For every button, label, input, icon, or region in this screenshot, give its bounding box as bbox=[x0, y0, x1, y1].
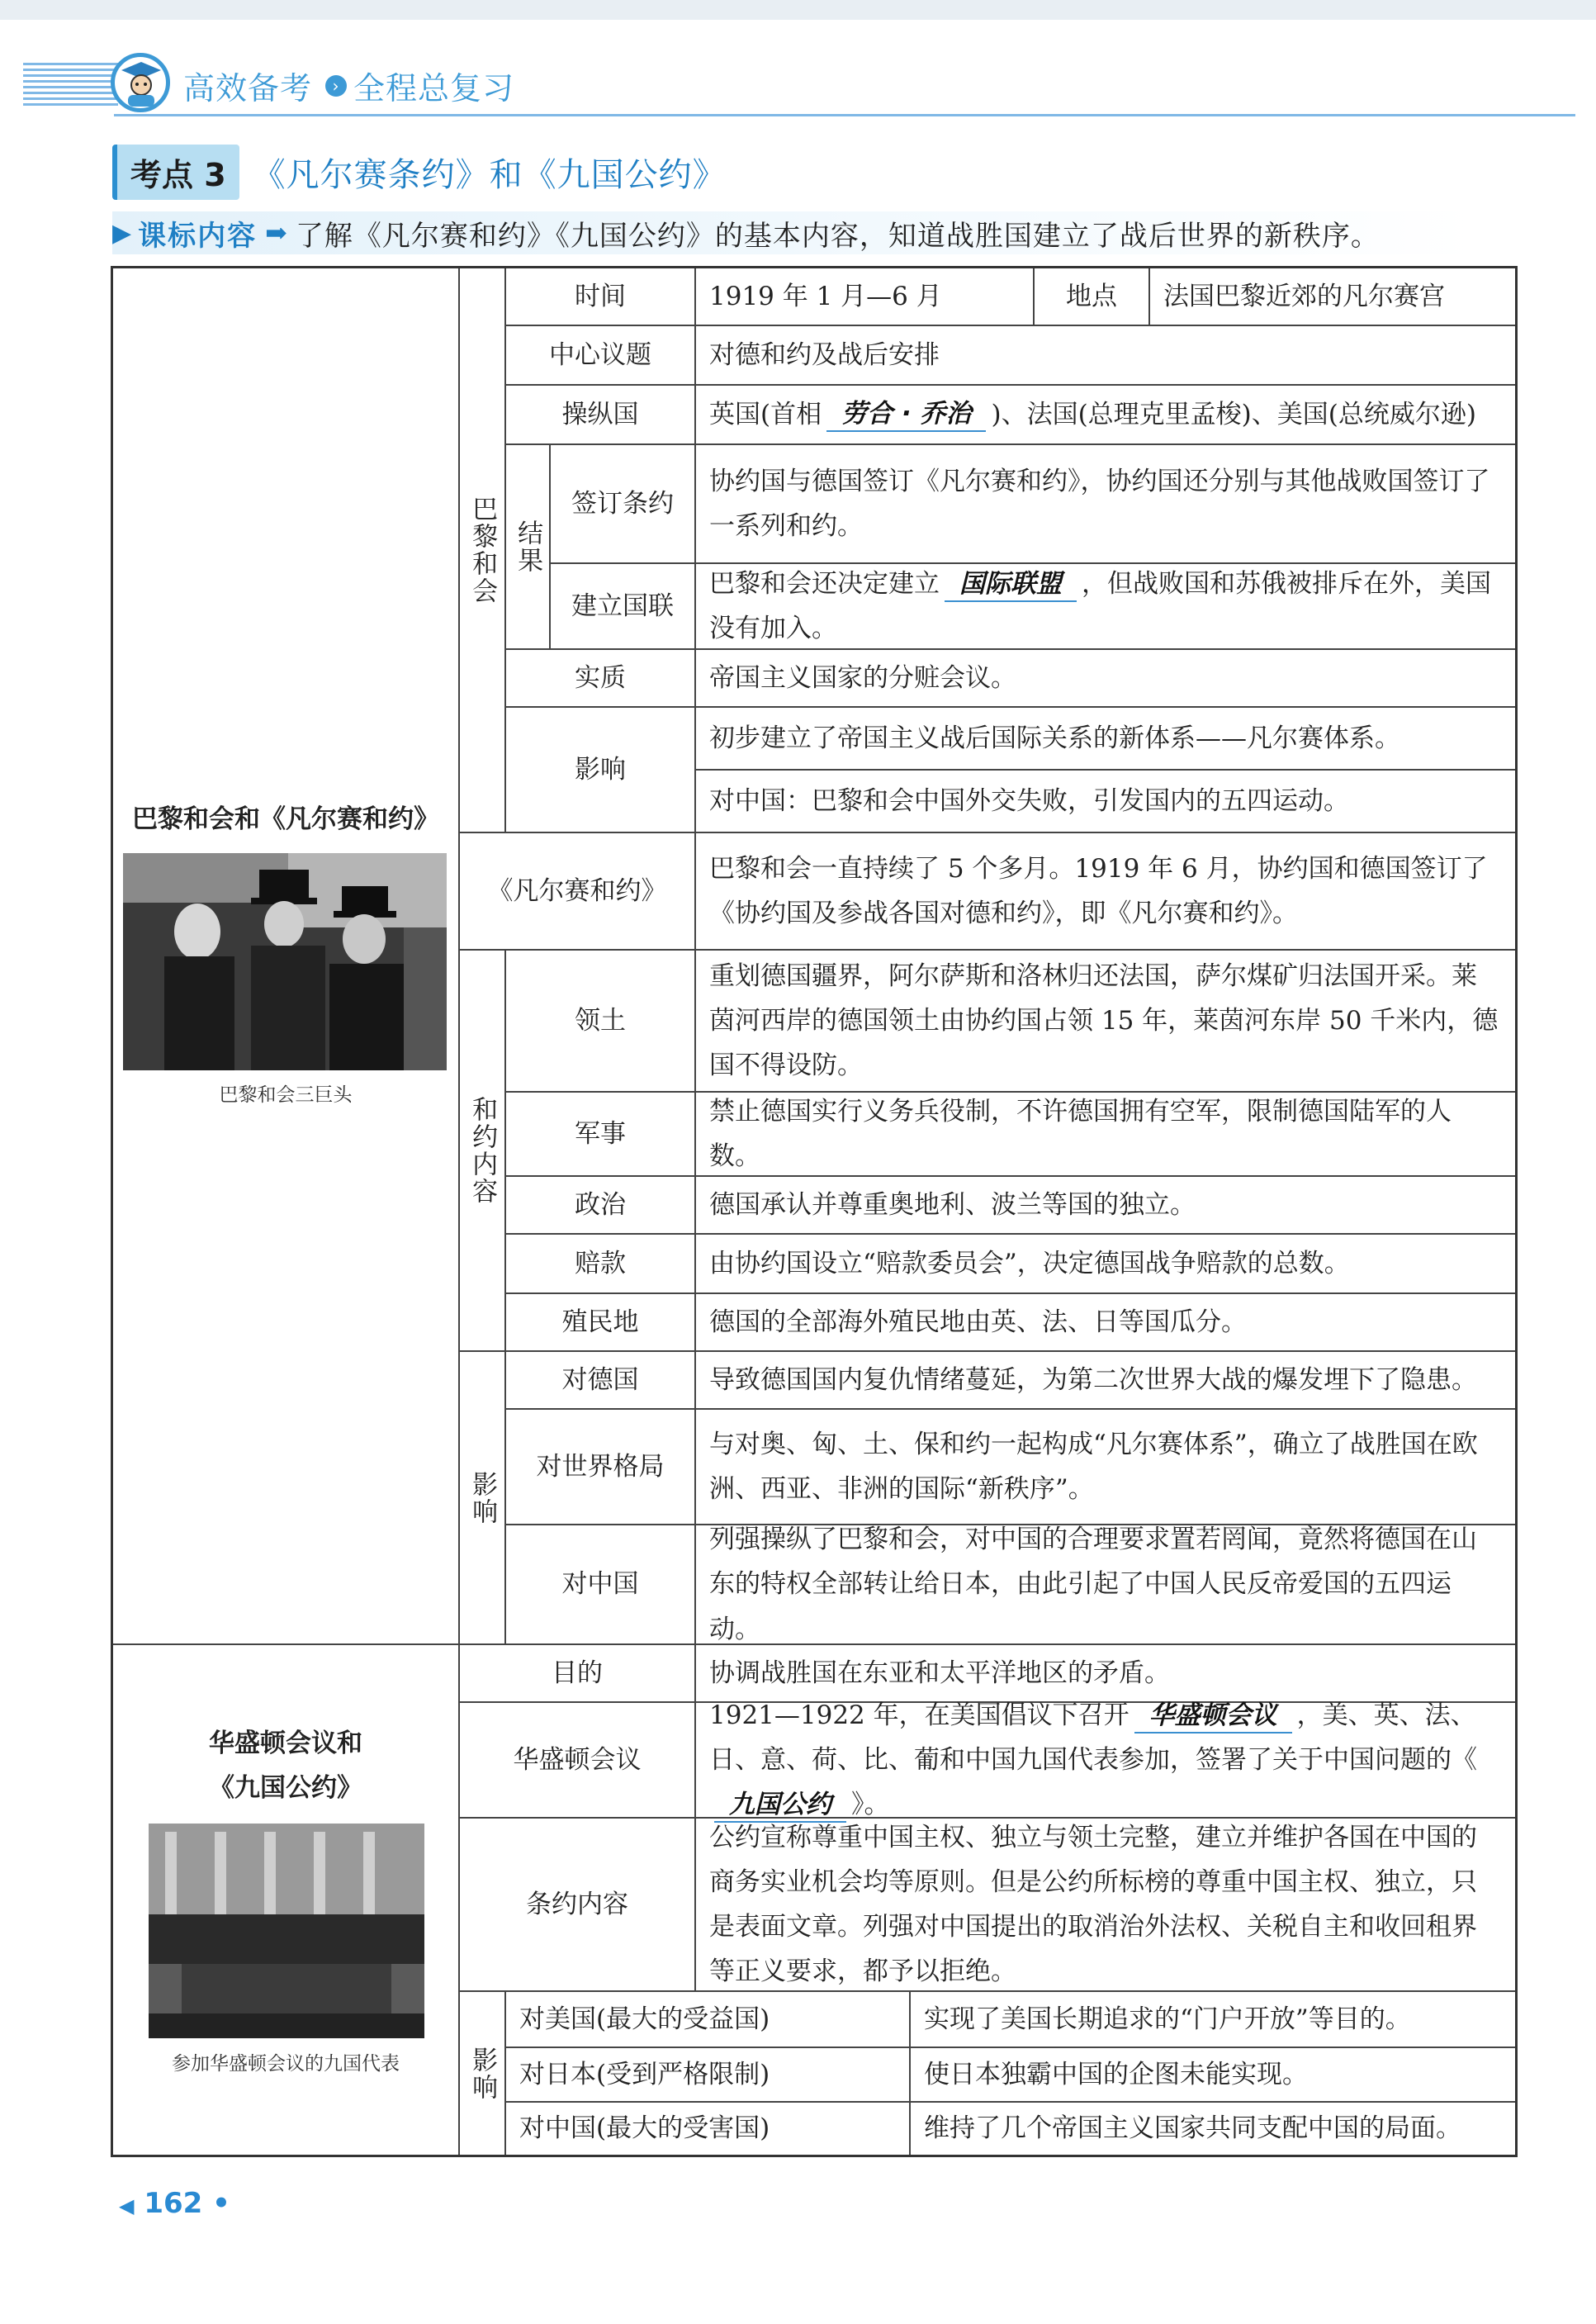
brand-left: 高效备考 bbox=[183, 70, 313, 107]
treaty-value: 巴黎和会一直持续了 5 个多月。1919 年 6 月，协约国和德国签订了《协约国及参战各国对德和约》，即《凡尔赛和约》。 bbox=[696, 833, 1515, 951]
japan-value: 使日本独霸中国的企图未能实现。 bbox=[911, 2048, 1515, 2103]
reparations-value: 由协约国设立“赔款委员会”，决定德国战争赔款的总数。 bbox=[696, 1235, 1515, 1294]
germany-value: 导致德国国内复仇情绪蔓延，为第二次世界大战的爆发埋下了隐患。 bbox=[696, 1352, 1515, 1410]
military-value: 禁止德国实行义务兵役制，不许德国拥有空军，限制德国陆军的人数。 bbox=[696, 1093, 1515, 1177]
student-logo-icon bbox=[111, 53, 170, 112]
politics-value: 德国承认并尊重奥地利、波兰等国的独立。 bbox=[696, 1177, 1515, 1235]
versailles-left-title: 巴黎和会和《凡尔赛和约》 bbox=[132, 804, 439, 834]
control-pre: 英国(首相 bbox=[709, 399, 822, 429]
result-label: 结果 bbox=[506, 445, 551, 650]
big-three-photo bbox=[123, 853, 447, 1070]
world-value: 与对奥、匈、土、保和约一起构成“凡尔赛体系”，确立了战胜国在欧洲、西亚、非洲的国际“新秩序”。 bbox=[696, 1410, 1515, 1525]
conf-post: 》。 bbox=[851, 1790, 890, 1820]
world-label: 对世界格局 bbox=[506, 1410, 696, 1525]
page-number-text: 162 bbox=[144, 2187, 203, 2220]
control-value bbox=[696, 386, 1515, 445]
league-fill-answer: 国际联盟 bbox=[945, 567, 1077, 602]
topic-value: 对德和约及战后安排 bbox=[696, 326, 1515, 386]
section-heading bbox=[112, 145, 727, 198]
control-post: )、法国(总理克里孟梭)、美国(总统威尔逊) bbox=[991, 399, 1476, 429]
nine-nations-photo bbox=[149, 1824, 424, 2038]
knowledge-table bbox=[111, 266, 1518, 2157]
us-label: 对美国(最大的受益国) bbox=[506, 1992, 911, 2048]
paris-impact-2: 对中国：巴黎和会中国外交失败，引发国内的五四运动。 bbox=[696, 771, 1515, 833]
page-number bbox=[119, 2187, 230, 2220]
territory-label: 领土 bbox=[506, 951, 696, 1093]
curriculum-label: 课标内容 bbox=[138, 219, 258, 253]
territory-value: 重划德国疆界，阿尔萨斯和洛林归还法国，萨尔煤矿归法国开采。莱茵河西岸的德国领土由协约国占领 15 年，莱茵河东岸 50 千米内，德国不得设防。 bbox=[696, 951, 1515, 1093]
nine-nations-caption: 参加华盛顿会议的九国代表 bbox=[172, 2053, 400, 2075]
treaty-content-label: 条约内容 bbox=[460, 1819, 696, 1992]
content-group-label: 和约内容 bbox=[460, 951, 506, 1352]
league-pre: 巴黎和会还决定建立 bbox=[709, 568, 940, 599]
arrow-right-icon: ➡ bbox=[265, 217, 287, 249]
brand-right: 全程总复习 bbox=[353, 70, 515, 107]
header-rule bbox=[114, 114, 1575, 116]
triangle-icon: ▶ bbox=[112, 218, 132, 248]
washington-left-col bbox=[113, 1645, 460, 2155]
header-stripes bbox=[23, 63, 118, 107]
colony-value: 德国的全部海外殖民地由英、法、日等国瓜分。 bbox=[696, 1294, 1515, 1352]
big-three-caption: 巴黎和会三巨头 bbox=[219, 1084, 353, 1106]
sign-value: 协约国与德国签订《凡尔赛和约》，协约国还分别与其他战败国签订了一系列和约。 bbox=[696, 445, 1515, 564]
topic-label: 中心议题 bbox=[506, 326, 696, 386]
versailles-left-col bbox=[113, 268, 460, 1645]
treaty-content-value: 公约宣称尊重中国主权、独立与领土完整，建立并维护各国在中国的商务实业机会均等原则。但是公约所标榜的尊重中国主权、独立，只是表面文章。列强对中国提出的取消治外法权、关税自主和收回租界等正义要求，都予以拒绝。 bbox=[696, 1819, 1515, 1992]
colony-label: 殖民地 bbox=[506, 1294, 696, 1352]
conf-fill-answer-1: 华盛顿会议 bbox=[1134, 1699, 1292, 1734]
paris-group-label: 巴黎和会 bbox=[460, 268, 506, 833]
reparations-label: 赔款 bbox=[506, 1235, 696, 1294]
section-tag: 考点 3 bbox=[112, 145, 239, 200]
essence-label: 实质 bbox=[506, 650, 696, 708]
header-brand bbox=[183, 63, 514, 108]
china-impact-label: 对中国(最大的受害国) bbox=[506, 2103, 911, 2155]
sign-label: 签订条约 bbox=[551, 445, 696, 564]
purpose-value: 协调战胜国在东亚和太平洋地区的矛盾。 bbox=[696, 1645, 1515, 1703]
paris-impact-1: 初步建立了帝国主义战后国际关系的新体系——凡尔赛体系。 bbox=[696, 708, 1515, 771]
essence-value: 帝国主义国家的分赃会议。 bbox=[696, 650, 1515, 708]
top-band bbox=[0, 0, 1596, 20]
league-post: ，但战败国和苏俄被排斥在外，美国没有加入。 bbox=[709, 568, 1491, 643]
paris-impact-label: 影响 bbox=[506, 708, 696, 833]
washington-left-title-1: 华盛顿会议和 bbox=[209, 1729, 362, 1758]
china-impact-value: 维持了几个帝国主义国家共同支配中国的局面。 bbox=[924, 2113, 1461, 2144]
china-value: 列强操纵了巴黎和会，对中国的合理要求置若罔闻，竟然将德国在山东的特权全部转让给日本，由此引起了中国人民反帝爱国的五四运动。 bbox=[696, 1525, 1515, 1645]
time-value: 1919 年 1 月—6 月 bbox=[696, 268, 1035, 326]
curriculum-bar bbox=[112, 211, 1475, 254]
page-header bbox=[23, 51, 1575, 117]
conf-fill-answer-2: 九国公约 bbox=[714, 1788, 846, 1823]
germany-label: 对德国 bbox=[506, 1352, 696, 1410]
time-label: 时间 bbox=[506, 268, 696, 326]
military-label: 军事 bbox=[506, 1093, 696, 1177]
curriculum-text: 了解《凡尔赛和约》《九国公约》的基本内容，知道战胜国建立了战后世界的新秩序。 bbox=[295, 219, 1380, 253]
place-label: 地点 bbox=[1035, 268, 1150, 326]
dot-icon: • bbox=[212, 2187, 230, 2220]
place-value: 法国巴黎近郊的凡尔赛宫 bbox=[1150, 268, 1515, 326]
league-text bbox=[709, 562, 1502, 652]
washington-impact-label: 影响 bbox=[460, 1992, 506, 2155]
conf-mid: ，美、英、法、日、意、荷、比、葡和中国九国代表参加，签署了关于中国问题的《 bbox=[709, 1700, 1477, 1775]
conference-text bbox=[709, 1693, 1502, 1828]
us-value: 实现了美国长期追求的“门户开放”等目的。 bbox=[911, 1992, 1515, 2048]
arrow-circle-icon: › bbox=[325, 75, 347, 97]
treaty-label: 《凡尔赛和约》 bbox=[460, 833, 696, 951]
league-value bbox=[696, 564, 1515, 650]
control-label: 操纵国 bbox=[506, 386, 696, 445]
league-label: 建立国联 bbox=[551, 564, 696, 650]
japan-label: 对日本(受到严格限制) bbox=[506, 2048, 911, 2103]
control-fill-answer: 劳合 · 乔治 bbox=[826, 397, 986, 432]
conf-pre: 1921—1922 年，在美国倡议下召开 bbox=[709, 1700, 1130, 1730]
washington-left-title-2: 《九国公约》 bbox=[209, 1773, 362, 1803]
politics-label: 政治 bbox=[506, 1177, 696, 1235]
triangle-left-icon: ◀ bbox=[119, 2194, 135, 2217]
section-title: 《凡尔赛条约》和《九国公约》 bbox=[252, 155, 727, 194]
china-label: 对中国 bbox=[506, 1525, 696, 1645]
conference-label: 华盛顿会议 bbox=[460, 1703, 696, 1819]
conference-value bbox=[696, 1700, 1515, 1820]
influence-group-label: 影响 bbox=[460, 1352, 506, 1645]
purpose-label: 目的 bbox=[460, 1645, 696, 1703]
